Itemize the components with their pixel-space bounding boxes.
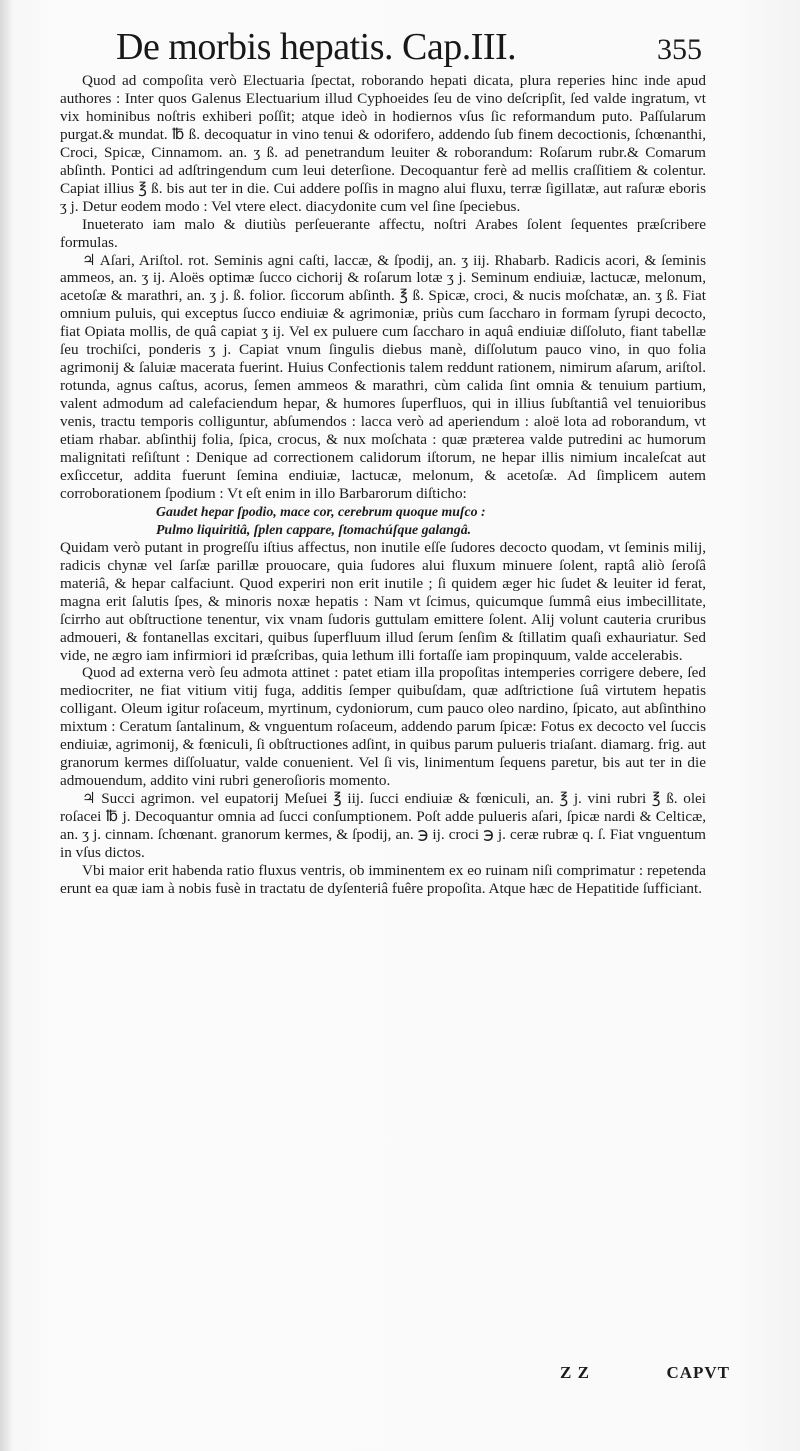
recipe-succi-agrimon: ♃ Succi agrimon. vel eupatorij Meſuei ℥ iij. ſucci endiuiæ & fœniculi, an. ℥ j. vini rubri ℥ ß. olei roſacei ℔ j. Decoquantur omnia ad ſucci conſumptionem. Poſt adde pulueris aſari, ſpicæ nardi & Celticæ, an. ʒ j. cinnam. ſchœnant. granorum kermes, & ſpodij, an. ℈ ij. croci ℈ j. ceræ rubræ q. ſ. Fiat vnguentum in vſus dictos. [60,790,706,861]
paragraph-sudores: Quidam verò putant in progreſſu iſtius affectus, non inutile eſſe ſudores decocto quodam, vt ſeminis milij, radicis chynæ vel ſarſæ parillæ prouocare, quia ſudores alui fluxum minuere ſolent, raptâ aliò ſeroſâ materiâ, & hepar calfaciunt. Quod experiri non erit inutile ; ſi quidem æger hic ſudet & leuiter id ferat, magna erit ſalutis ſpes, & minoris noxæ hepatis : Nam vt ſcimus, quicumque ſummâ eius imbecillitate, ſcirrho aut obſtructione tenentur, vix vnam ſudoris guttulam emittere ſolent. Alij volunt cauteria cruribus admoueri, & fontanellas excitari, quibus ſuperfluum illud ſerum ſenſim & ſtillatim quaſi exhauriatur. Sed vide, ne ægro iam infirmiori id præſcribas, quia lethum illi fortaſſe iam propinquum, valde accelerabis. [60,538,706,664]
page-header [116,24,702,74]
page-number: 355 [657,33,702,66]
verse-line-1: Gaudet hepar ſpodio, mace cor, cerebrum quoque muſco : [156,503,486,519]
paragraph-externa: Quod ad externa verò ſeu admota attinet : patet etiam illa propoſitas intemperies corrigere debere, ſed mediocriter, ne fiat vitium vitij fuga, additis ſemper quibuſdam, quæ adſtrictione ſuâ virtutem hepatis colligant. Oleum igitur roſaceum, myrtinum, cydoniorum, cum pauco oleo nardino, ſpicato, aut abſinthino mixtum : Ceratum ſantalinum, & vnguentum roſaceum, addendo parum ſpicæ: Fotus ex decocto vel ſuccis endiuiæ, agrimonij, & fœniculi, ſi obſtructiones adſint, in quibus parum pulueris triaſant. diamarg. frig. aut granorum kermes diſſoluatur, valde conuenient. Vel ſi vis, linimentum ſequens paretur, bis aut ter in die admouendum, addito vini rubri generoſioris momento. [60,664,706,790]
catchword: CAPVT [666,1363,730,1382]
recipe-asari: ♃ Aſari, Ariſtol. rot. Seminis agni caſti, laccæ, & ſpodij, an. ʒ iij. Rhabarb. Radicis acori, & ſeminis ammeos, an. ʒ ij. Aloës optimæ ſucco cichorij & roſarum lotæ ʒ j. Seminum endiuiæ, lactucæ, melonum, acetoſæ & marathri, an. ʒ j. ß. folior. ſiccorum abſinth. ℥ ß. Spicæ, croci, & nucis moſchatæ, an. ʒ ß. Fiat omnium puluis, qui exceptus ſucco endiuiæ & agrimoniæ, priùs cum ſaccharo in formam ſyrupi decocto, fiat Opiata mollis, de quâ capiat ʒ ij. Vel ex puluere cum ſaccharo in aquâ endiuiæ diſſoluto, fiant tabellæ ſeu trochiſci, ponderis ʒ j. Capiat vnum ſingulis diebus manè, diſſolutum pauco vino, in quo folia agrimonij & ſaluiæ macerata fuerint. Huius Confectionis talem reddunt rationem, nimirum aſarum, ariſtol. rotunda, agnus caſtus, acorus, ſemen ammeos & marathri, cùm calida ſint omnia & tenuium partium, valent admodum ad calefaciendum hepar, & humores ſuperfluos, qui in illius ſubſtantiâ vel tenuioribus venis, tractu temporis colliguntur, abſumendos : lacca verò ad aperiendum : aloë lota ad roborandum, vt etiam rhabar. abſinthij folia, ſpica, crocus, & nux moſchata : quæ præterea valde putredini ac humorum malignitati reſiſtunt : Denique ad correctionem calidorum iſtorum, ne hepar illis nimium incaleſcat aut exſiccetur, addita fuerunt ſemina endiuiæ, lactucæ, melonum, & acetoſæ. Ad ſimplicem autem corroborationem ſpodium : Vt eſt enim in illo Barbarorum diſticho: [60,251,706,502]
paragraph-inueterato: Inueterato iam malo & diutiùs perſeuerante affectu, noſtri Arabes ſolent ſequentes præſcribere formulas. [60,215,706,251]
binding-gutter [0,0,12,1451]
verse-line-2: Pulmo liquiritiâ, ſplen cappare, ſtomachúſque galangâ. [156,521,472,537]
running-title: De morbis hepatis. Cap.III. [116,26,517,68]
body-text [60,72,706,898]
paragraph-conclusion: Vbi maior erit habenda ratio fluxus ventris, ob imminentem ex eo ruinam niſi comprimatur : repetenda erunt ea quæ iam à nobis fusè in tractatu de dyſenteriâ fuêre propoſita. Atque hæc de Hepatitide ſufficiant. [60,861,706,897]
page-footer [560,1362,730,1384]
paragraph-electuaria: Quod ad compoſita verò Electuaria ſpectat, roborando hepati dicata, plura reperies hinc inde apud authores : Inter quos Galenus Electuarium illud Cyphoeides ſeu de vino deſcripſit, ſed valde ingratum, vt vix hominibus noſtris exhiberi poſſit; atque ideò in hodiernos vſus ſic reformandum puto. Paſſularum purgat.& mundat. ℔ ß. decoquatur in vino tenui & odorifero, addendo ſub finem decoctionis, ſchœnanthi, Croci, Spicæ, Cinnamom. an. ʒ ß. ad penetrandum leuiter & roborandum: Roſarum rubr.& Comarum abſinth. Pontici ad adſtringendum cum leui deterſione. Decoquantur ferè ad mellis craſſitiem & colentur. Capiat illius ℥ ß. bis aut ter in die. Cui addere poſſis in magno alui fluxu, terræ ſigillatæ, aut raſuræ eboris ʒ j. Detur eodem modo : Vel vtere elect. diacydonite cum vel ſine ſpeciebus. [60,72,706,215]
signature-mark: Z Z [560,1363,590,1382]
